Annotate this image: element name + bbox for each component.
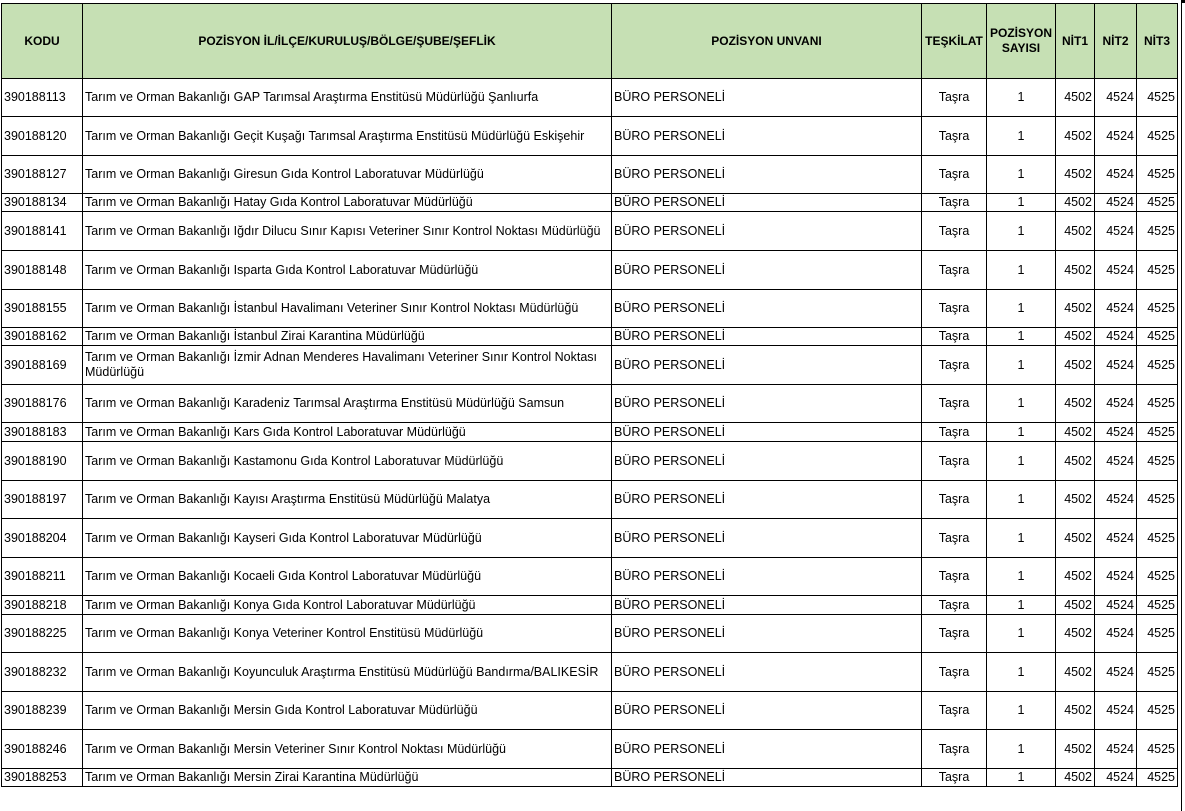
cell-sayi[interactable]: 1	[987, 212, 1056, 251]
cell-nit3[interactable]: 4525	[1137, 346, 1178, 385]
cell-teskilat[interactable]: Taşra	[922, 156, 987, 194]
cell-teskilat[interactable]: Taşra	[922, 251, 987, 290]
cell-nit1[interactable]: 4502	[1056, 290, 1095, 328]
cell-unvan[interactable]: BÜRO PERSONELİ	[612, 730, 922, 769]
cell-nit3[interactable]: 4525	[1137, 653, 1178, 692]
cell-nit1[interactable]: 4502	[1056, 346, 1095, 385]
cell-teskilat[interactable]: Taşra	[922, 79, 987, 117]
cell-teskilat[interactable]: Taşra	[922, 290, 987, 328]
table-row	[2, 615, 1178, 653]
cell-teskilat[interactable]: Taşra	[922, 730, 987, 769]
cell-pozisyon[interactable]: Tarım ve Orman Bakanlığı Giresun Gıda Kontrol Laboratuvar Müdürlüğü	[83, 156, 612, 194]
cell-nit1[interactable]: 4502	[1056, 385, 1095, 423]
cell-nit2[interactable]: 4524	[1095, 615, 1137, 653]
table-row	[2, 481, 1178, 519]
cell-nit2[interactable]: 4524	[1095, 117, 1137, 156]
cell-teskilat[interactable]: Taşra	[922, 442, 987, 481]
cell-nit2[interactable]: 4524	[1095, 212, 1137, 251]
cell-nit1[interactable]: 4502	[1056, 442, 1095, 481]
cell-nit3[interactable]: 4525	[1137, 596, 1178, 615]
sheet-edge-column	[1181, 0, 1185, 811]
cell-nit2[interactable]: 4524	[1095, 79, 1137, 117]
table-row	[2, 251, 1178, 290]
cell-teskilat[interactable]: Taşra	[922, 481, 987, 519]
cell-nit1[interactable]: 4502	[1056, 79, 1095, 117]
cell-unvan[interactable]: BÜRO PERSONELİ	[612, 251, 922, 290]
cell-nit1[interactable]: 4502	[1056, 481, 1095, 519]
cell-sayi[interactable]: 1	[987, 653, 1056, 692]
cell-nit3[interactable]: 4525	[1137, 730, 1178, 769]
header-teskilat[interactable]: TEŞKİLAT	[922, 4, 987, 79]
cell-sayi[interactable]: 1	[987, 769, 1056, 787]
table-row	[2, 212, 1178, 251]
cell-pozisyon[interactable]: Tarım ve Orman Bakanlığı İstanbul Zirai Karantina Müdürlüğü	[83, 328, 612, 346]
cell-nit3[interactable]: 4525	[1137, 117, 1178, 156]
header-pozisyon[interactable]: POZİSYON İL/İLÇE/KURULUŞ/BÖLGE/ŞUBE/ŞEFLİK	[83, 4, 612, 79]
table-row	[2, 423, 1178, 442]
cell-nit2[interactable]: 4524	[1095, 653, 1137, 692]
cell-nit3[interactable]: 4525	[1137, 519, 1178, 558]
cell-pozisyon[interactable]: Tarım ve Orman Bakanlığı Konya Veteriner Kontrol Enstitüsü Müdürlüğü	[83, 615, 612, 653]
cell-nit2[interactable]: 4524	[1095, 251, 1137, 290]
cell-nit3[interactable]: 4525	[1137, 251, 1178, 290]
table-row	[2, 596, 1178, 615]
cell-sayi[interactable]: 1	[987, 442, 1056, 481]
cell-pozisyon[interactable]: Tarım ve Orman Bakanlığı Kayseri Gıda Kontrol Laboratuvar Müdürlüğü	[83, 519, 612, 558]
cell-nit2[interactable]: 4524	[1095, 328, 1137, 346]
cell-unvan[interactable]: BÜRO PERSONELİ	[612, 615, 922, 653]
cell-kodu[interactable]: 390188225	[2, 615, 83, 653]
cell-sayi[interactable]: 1	[987, 156, 1056, 194]
table-row	[2, 769, 1178, 787]
table-row	[2, 79, 1178, 117]
cell-nit1[interactable]: 4502	[1056, 692, 1095, 730]
cell-kodu[interactable]: 390188183	[2, 423, 83, 442]
cell-kodu[interactable]: 390188169	[2, 346, 83, 385]
cell-sayi[interactable]: 1	[987, 519, 1056, 558]
cell-sayi[interactable]: 1	[987, 558, 1056, 596]
cell-sayi[interactable]: 1	[987, 79, 1056, 117]
cell-pozisyon[interactable]: Tarım ve Orman Bakanlığı Kars Gıda Kontrol Laboratuvar Müdürlüğü	[83, 423, 612, 442]
cell-nit1[interactable]: 4502	[1056, 769, 1095, 787]
table-row	[2, 558, 1178, 596]
cell-nit2[interactable]: 4524	[1095, 385, 1137, 423]
cell-kodu[interactable]: 390188218	[2, 596, 83, 615]
cell-teskilat[interactable]: Taşra	[922, 615, 987, 653]
cell-teskilat[interactable]: Taşra	[922, 212, 987, 251]
cell-unvan[interactable]: BÜRO PERSONELİ	[612, 385, 922, 423]
table-row	[2, 692, 1178, 730]
cell-unvan[interactable]: BÜRO PERSONELİ	[612, 769, 922, 787]
cell-nit3[interactable]: 4525	[1137, 423, 1178, 442]
cell-unvan[interactable]: BÜRO PERSONELİ	[612, 117, 922, 156]
cell-sayi[interactable]: 1	[987, 346, 1056, 385]
cell-sayi[interactable]: 1	[987, 481, 1056, 519]
cell-sayi[interactable]: 1	[987, 596, 1056, 615]
cell-nit1[interactable]: 4502	[1056, 212, 1095, 251]
cell-teskilat[interactable]: Taşra	[922, 346, 987, 385]
cell-unvan[interactable]: BÜRO PERSONELİ	[612, 212, 922, 251]
cell-sayi[interactable]: 1	[987, 194, 1056, 212]
cell-nit3[interactable]: 4525	[1137, 558, 1178, 596]
cell-nit3[interactable]: 4525	[1137, 290, 1178, 328]
table-row	[2, 194, 1178, 212]
cell-nit1[interactable]: 4502	[1056, 653, 1095, 692]
cell-nit2[interactable]: 4524	[1095, 769, 1137, 787]
cell-nit2[interactable]: 4524	[1095, 346, 1137, 385]
cell-nit3[interactable]: 4525	[1137, 615, 1178, 653]
cell-kodu[interactable]: 390188113	[2, 79, 83, 117]
cell-kodu[interactable]: 390188197	[2, 481, 83, 519]
positions-table	[1, 3, 1178, 787]
table-row	[2, 385, 1178, 423]
cell-pozisyon[interactable]: Tarım ve Orman Bakanlığı Mersin Veteriner Sınır Kontrol Noktası Müdürlüğü	[83, 730, 612, 769]
cell-nit3[interactable]: 4525	[1137, 769, 1178, 787]
cell-nit3[interactable]: 4525	[1137, 442, 1178, 481]
cell-nit2[interactable]: 4524	[1095, 596, 1137, 615]
cell-kodu[interactable]: 390188232	[2, 653, 83, 692]
cell-pozisyon[interactable]: Tarım ve Orman Bakanlığı Kayısı Araştırma Enstitüsü Müdürlüğü Malatya	[83, 481, 612, 519]
cell-kodu[interactable]: 390188190	[2, 442, 83, 481]
cell-sayi[interactable]: 1	[987, 117, 1056, 156]
cell-nit1[interactable]: 4502	[1056, 328, 1095, 346]
cell-pozisyon[interactable]: Tarım ve Orman Bakanlığı Koyunculuk Araştırma Enstitüsü Müdürlüğü Bandırma/BALIKESİR	[83, 653, 612, 692]
cell-kodu[interactable]: 390188155	[2, 290, 83, 328]
cell-nit1[interactable]: 4502	[1056, 730, 1095, 769]
cell-sayi[interactable]: 1	[987, 730, 1056, 769]
cell-sayi[interactable]: 1	[987, 692, 1056, 730]
cell-pozisyon[interactable]: Tarım ve Orman Bakanlığı Iğdır Dilucu Sınır Kapısı Veteriner Sınır Kontrol Noktası Müdürlüğü	[83, 212, 612, 251]
table-row	[2, 730, 1178, 769]
cell-pozisyon[interactable]: Tarım ve Orman Bakanlığı Isparta Gıda Kontrol Laboratuvar Müdürlüğü	[83, 251, 612, 290]
cell-nit3[interactable]: 4525	[1137, 194, 1178, 212]
cell-teskilat[interactable]: Taşra	[922, 596, 987, 615]
cell-nit2[interactable]: 4524	[1095, 481, 1137, 519]
cell-unvan[interactable]: BÜRO PERSONELİ	[612, 194, 922, 212]
cell-kodu[interactable]: 390188141	[2, 212, 83, 251]
cell-teskilat[interactable]: Taşra	[922, 328, 987, 346]
cell-teskilat[interactable]: Taşra	[922, 692, 987, 730]
cell-nit3[interactable]: 4525	[1137, 692, 1178, 730]
header-row	[2, 4, 1178, 79]
cell-teskilat[interactable]: Taşra	[922, 558, 987, 596]
cell-unvan[interactable]: BÜRO PERSONELİ	[612, 290, 922, 328]
cell-pozisyon[interactable]: Tarım ve Orman Bakanlığı İstanbul Havalimanı Veteriner Sınır Kontrol Noktası Müdürlüğü	[83, 290, 612, 328]
cell-sayi[interactable]: 1	[987, 328, 1056, 346]
cell-teskilat[interactable]: Taşra	[922, 423, 987, 442]
table-row	[2, 442, 1178, 481]
cell-nit1[interactable]: 4502	[1056, 156, 1095, 194]
table-row	[2, 117, 1178, 156]
cell-pozisyon[interactable]: Tarım ve Orman Bakanlığı Mersin Gıda Kontrol Laboratuvar Müdürlüğü	[83, 692, 612, 730]
table-row	[2, 346, 1178, 385]
cell-nit1[interactable]: 4502	[1056, 423, 1095, 442]
cell-nit2[interactable]: 4524	[1095, 558, 1137, 596]
cell-pozisyon[interactable]: Tarım ve Orman Bakanlığı Mersin Zirai Karantina Müdürlüğü	[83, 769, 612, 787]
cell-nit1[interactable]: 4502	[1056, 519, 1095, 558]
cell-teskilat[interactable]: Taşra	[922, 769, 987, 787]
cell-unvan[interactable]: BÜRO PERSONELİ	[612, 423, 922, 442]
cell-unvan[interactable]: BÜRO PERSONELİ	[612, 79, 922, 117]
cell-unvan[interactable]: BÜRO PERSONELİ	[612, 519, 922, 558]
cell-kodu[interactable]: 390188127	[2, 156, 83, 194]
cell-unvan[interactable]: BÜRO PERSONELİ	[612, 156, 922, 194]
cell-nit1[interactable]: 4502	[1056, 615, 1095, 653]
cell-sayi[interactable]: 1	[987, 385, 1056, 423]
cell-unvan[interactable]: BÜRO PERSONELİ	[612, 481, 922, 519]
cell-teskilat[interactable]: Taşra	[922, 117, 987, 156]
cell-sayi[interactable]: 1	[987, 423, 1056, 442]
header-unvan[interactable]: POZİSYON UNVANI	[612, 4, 922, 79]
cell-nit2[interactable]: 4524	[1095, 730, 1137, 769]
cell-nit3[interactable]: 4525	[1137, 79, 1178, 117]
cell-kodu[interactable]: 390188120	[2, 117, 83, 156]
cell-kodu[interactable]: 390188204	[2, 519, 83, 558]
cell-kodu[interactable]: 390188239	[2, 692, 83, 730]
cell-nit3[interactable]: 4525	[1137, 385, 1178, 423]
cell-pozisyon[interactable]: Tarım ve Orman Bakanlığı GAP Tarımsal Araştırma Enstitüsü Müdürlüğü Şanlıurfa	[83, 79, 612, 117]
cell-nit2[interactable]: 4524	[1095, 290, 1137, 328]
cell-nit3[interactable]: 4525	[1137, 328, 1178, 346]
cell-pozisyon[interactable]: Tarım ve Orman Bakanlığı Hatay Gıda Kontrol Laboratuvar Müdürlüğü	[83, 194, 612, 212]
cell-nit3[interactable]: 4525	[1137, 212, 1178, 251]
table-row	[2, 653, 1178, 692]
cell-nit2[interactable]: 4524	[1095, 692, 1137, 730]
cell-kodu[interactable]: 390188253	[2, 769, 83, 787]
cell-unvan[interactable]: BÜRO PERSONELİ	[612, 346, 922, 385]
header-kodu[interactable]: KODU	[2, 4, 83, 79]
cell-nit2[interactable]: 4524	[1095, 519, 1137, 558]
cell-unvan[interactable]: BÜRO PERSONELİ	[612, 692, 922, 730]
cell-unvan[interactable]: BÜRO PERSONELİ	[612, 653, 922, 692]
cell-kodu[interactable]: 390188246	[2, 730, 83, 769]
cell-sayi[interactable]: 1	[987, 251, 1056, 290]
cell-kodu[interactable]: 390188211	[2, 558, 83, 596]
cell-nit3[interactable]: 4525	[1137, 481, 1178, 519]
cell-sayi[interactable]: 1	[987, 615, 1056, 653]
cell-unvan[interactable]: BÜRO PERSONELİ	[612, 558, 922, 596]
cell-pozisyon[interactable]: Tarım ve Orman Bakanlığı Kocaeli Gıda Kontrol Laboratuvar Müdürlüğü	[83, 558, 612, 596]
cell-nit1[interactable]: 4502	[1056, 117, 1095, 156]
table-row	[2, 156, 1178, 194]
cell-nit2[interactable]: 4524	[1095, 442, 1137, 481]
cell-nit1[interactable]: 4502	[1056, 596, 1095, 615]
cell-pozisyon[interactable]: Tarım ve Orman Bakanlığı Kastamonu Gıda Kontrol Laboratuvar Müdürlüğü	[83, 442, 612, 481]
header-nit3[interactable]: NİT3	[1137, 4, 1178, 79]
cell-unvan[interactable]: BÜRO PERSONELİ	[612, 328, 922, 346]
header-sayi[interactable]: POZİSYON SAYISI	[987, 4, 1056, 79]
cell-pozisyon[interactable]: Tarım ve Orman Bakanlığı İzmir Adnan Menderes Havalimanı Veteriner Sınır Kontrol Noktası Müdürlüğü	[83, 346, 612, 385]
cell-nit1[interactable]: 4502	[1056, 251, 1095, 290]
cell-sayi[interactable]: 1	[987, 290, 1056, 328]
cell-nit2[interactable]: 4524	[1095, 423, 1137, 442]
cell-kodu[interactable]: 390188148	[2, 251, 83, 290]
cell-pozisyon[interactable]: Tarım ve Orman Bakanlığı Konya Gıda Kontrol Laboratuvar Müdürlüğü	[83, 596, 612, 615]
cell-nit1[interactable]: 4502	[1056, 558, 1095, 596]
cell-kodu[interactable]: 390188162	[2, 328, 83, 346]
cell-teskilat[interactable]: Taşra	[922, 385, 987, 423]
cell-unvan[interactable]: BÜRO PERSONELİ	[612, 442, 922, 481]
table-row	[2, 519, 1178, 558]
cell-pozisyon[interactable]: Tarım ve Orman Bakanlığı Karadeniz Tarımsal Araştırma Enstitüsü Müdürlüğü Samsun	[83, 385, 612, 423]
cell-kodu[interactable]: 390188176	[2, 385, 83, 423]
cell-unvan[interactable]: BÜRO PERSONELİ	[612, 596, 922, 615]
table-row	[2, 290, 1178, 328]
cell-pozisyon[interactable]: Tarım ve Orman Bakanlığı Geçit Kuşağı Tarımsal Araştırma Enstitüsü Müdürlüğü Eskişehir	[83, 117, 612, 156]
cell-teskilat[interactable]: Taşra	[922, 519, 987, 558]
cell-teskilat[interactable]: Taşra	[922, 653, 987, 692]
cell-kodu[interactable]: 390188134	[2, 194, 83, 212]
cell-nit3[interactable]: 4525	[1137, 156, 1178, 194]
header-nit2[interactable]: NİT2	[1095, 4, 1137, 79]
header-nit1[interactable]: NİT1	[1056, 4, 1095, 79]
table-row	[2, 328, 1178, 346]
cell-nit1[interactable]: 4502	[1056, 194, 1095, 212]
cell-nit2[interactable]: 4524	[1095, 194, 1137, 212]
cell-nit2[interactable]: 4524	[1095, 156, 1137, 194]
cell-teskilat[interactable]: Taşra	[922, 194, 987, 212]
